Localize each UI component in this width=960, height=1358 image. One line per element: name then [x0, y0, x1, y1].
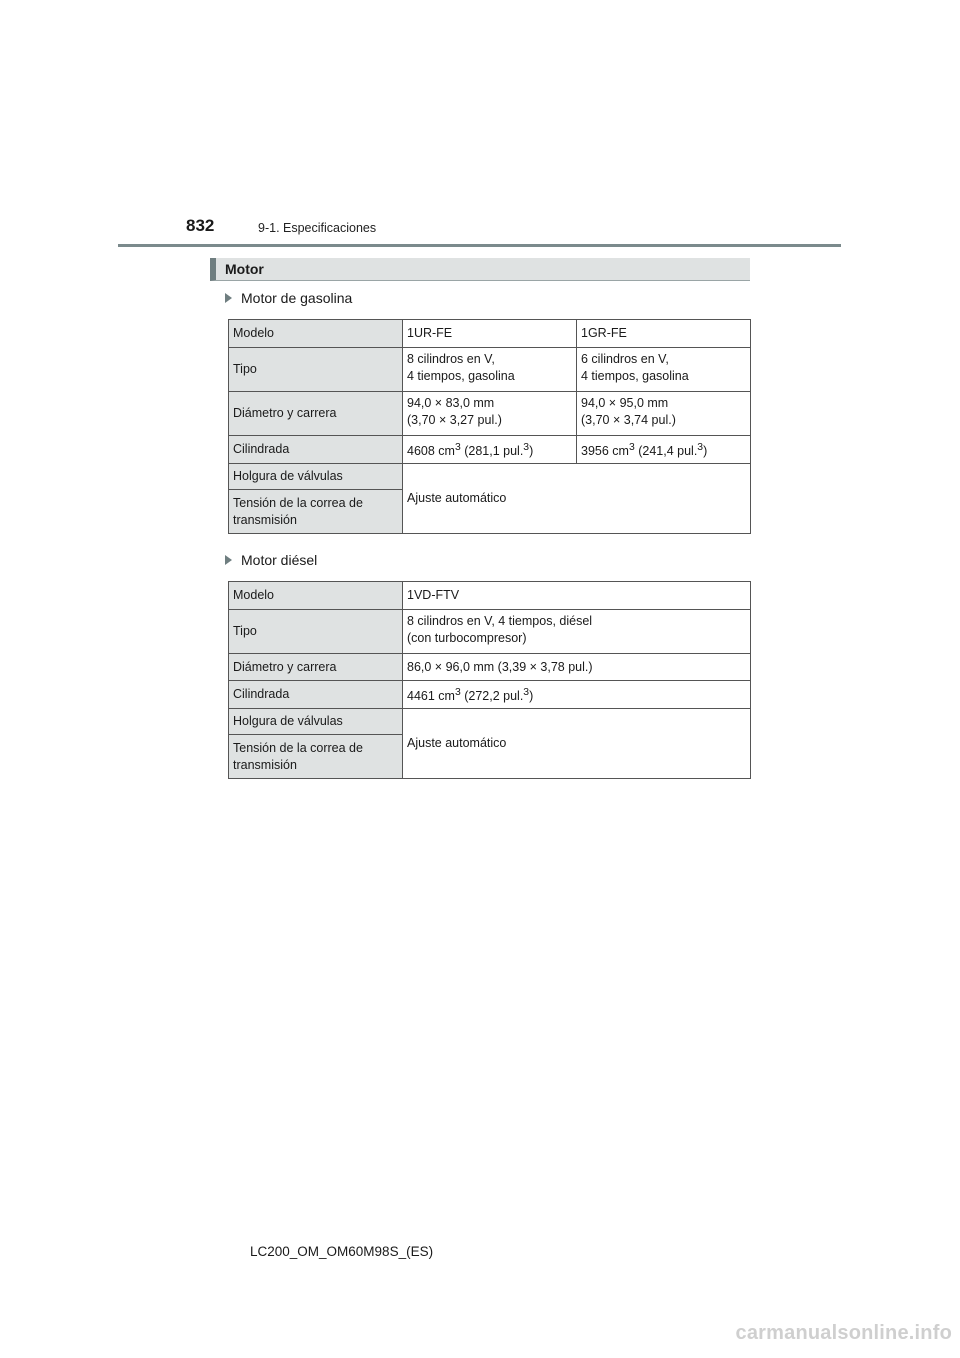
- disp-1-value: 4461 cm: [407, 689, 455, 704]
- label-cell-belt-tension: [229, 490, 403, 534]
- table-row: [229, 582, 751, 610]
- value-cell-auto-adjust: Ajuste automático: [403, 464, 751, 534]
- type-1-line1: 8 cilindros en V,: [407, 352, 495, 366]
- disp-1-paren: (281,1 pul.: [460, 444, 524, 459]
- watermark-link[interactable]: carmanualsonline.info: [735, 1322, 952, 1344]
- bore-1-line1: 94,0 × 83,0 mm: [407, 396, 495, 410]
- triangle-bullet-icon: [225, 555, 232, 565]
- page-number: 832: [186, 216, 215, 235]
- value-cell-type-1: [403, 348, 577, 392]
- type-1-line2: (con turbocompresor): [407, 631, 527, 645]
- table-row: [229, 320, 751, 348]
- superscript-3: 3: [454, 687, 461, 698]
- label-cell-type: Tipo: [229, 348, 403, 392]
- subheading-diesel: [225, 552, 317, 568]
- type-1-line1: 8 cilindros en V, 4 tiempos, diésel: [407, 614, 593, 628]
- disp-1-paren: (272,2 pul.: [460, 689, 524, 704]
- label-cell-type: Tipo: [229, 610, 403, 654]
- table-row: [229, 436, 751, 464]
- bore-2-line2: (3,70 × 3,74 pul.): [581, 413, 676, 427]
- value-cell-bore-2: [577, 392, 751, 436]
- diesel-spec-table: [228, 581, 751, 779]
- belt-label-line1: Tensión de la correa de: [233, 740, 363, 755]
- section-heading: [210, 258, 750, 281]
- table-row: [229, 709, 751, 735]
- value-cell-displacement-2: [577, 436, 751, 464]
- value-cell-model-2: 1GR-FE: [577, 320, 751, 348]
- belt-label-line1: Tensión de la correa de: [233, 495, 363, 510]
- triangle-bullet-icon: [225, 293, 232, 303]
- header-rule: [118, 244, 841, 247]
- table-row: [229, 348, 751, 392]
- label-cell-bore-stroke: Diámetro y carrera: [229, 392, 403, 436]
- disp-1-value: 4608 cm: [407, 444, 455, 459]
- value-cell-model-1: 1UR-FE: [403, 320, 577, 348]
- label-cell-valve-clearance: Holgura de válvulas: [229, 464, 403, 490]
- section-heading-title: Motor: [225, 261, 264, 277]
- type-1-line2: 4 tiempos, gasolina: [407, 369, 515, 383]
- label-cell-model: Modelo: [229, 582, 403, 610]
- close-paren: ): [529, 444, 534, 459]
- superscript-3: 3: [697, 442, 704, 453]
- value-cell-model-1: 1VD-FTV: [403, 582, 751, 610]
- disp-2-paren: (241,4 pul.: [634, 444, 698, 459]
- value-cell-bore-1: 86,0 × 96,0 mm (3,39 × 3,78 pul.): [403, 654, 751, 681]
- value-cell-auto-adjust: Ajuste automático: [403, 709, 751, 779]
- disp-2-value: 3956 cm: [581, 444, 629, 459]
- table-row: [229, 464, 751, 490]
- type-2-line2: 4 tiempos, gasolina: [581, 369, 689, 383]
- label-cell-displacement: Cilindrada: [229, 436, 403, 464]
- gasoline-spec-table: [228, 319, 751, 534]
- table-row: [229, 392, 751, 436]
- label-cell-belt-tension: [229, 735, 403, 779]
- superscript-3: 3: [628, 442, 635, 453]
- close-paren: ): [703, 444, 708, 459]
- label-cell-bore-stroke: Diámetro y carrera: [229, 654, 403, 681]
- label-cell-valve-clearance: Holgura de válvulas: [229, 709, 403, 735]
- subheading-diesel-text: Motor diésel: [241, 552, 318, 568]
- bore-1-line2: (3,70 × 3,27 pul.): [407, 413, 502, 427]
- belt-label-line2: transmisión: [233, 757, 297, 772]
- bore-2-line1: 94,0 × 95,0 mm: [581, 396, 669, 410]
- belt-label-line2: transmisión: [233, 512, 297, 527]
- label-cell-model: Modelo: [229, 320, 403, 348]
- superscript-3: 3: [454, 442, 461, 453]
- section-path: 9-1. Especificaciones: [258, 221, 377, 235]
- value-cell-type-1: [403, 610, 751, 654]
- value-cell-displacement-1: [403, 436, 577, 464]
- table-row: [229, 681, 751, 709]
- footer-doc-code: LC200_OM_OM60M98S_(ES): [250, 1244, 434, 1259]
- value-cell-bore-1: [403, 392, 577, 436]
- subheading-gasoline-text: Motor de gasolina: [241, 290, 353, 306]
- value-cell-type-2: [577, 348, 751, 392]
- superscript-3: 3: [523, 442, 530, 453]
- value-cell-displacement-1: [403, 681, 751, 709]
- label-cell-displacement: Cilindrada: [229, 681, 403, 709]
- superscript-3: 3: [523, 687, 530, 698]
- table-row: [229, 654, 751, 681]
- close-paren: ): [529, 689, 534, 704]
- type-2-line1: 6 cilindros en V,: [581, 352, 669, 366]
- subheading-gasoline: [225, 290, 352, 306]
- table-row: [229, 610, 751, 654]
